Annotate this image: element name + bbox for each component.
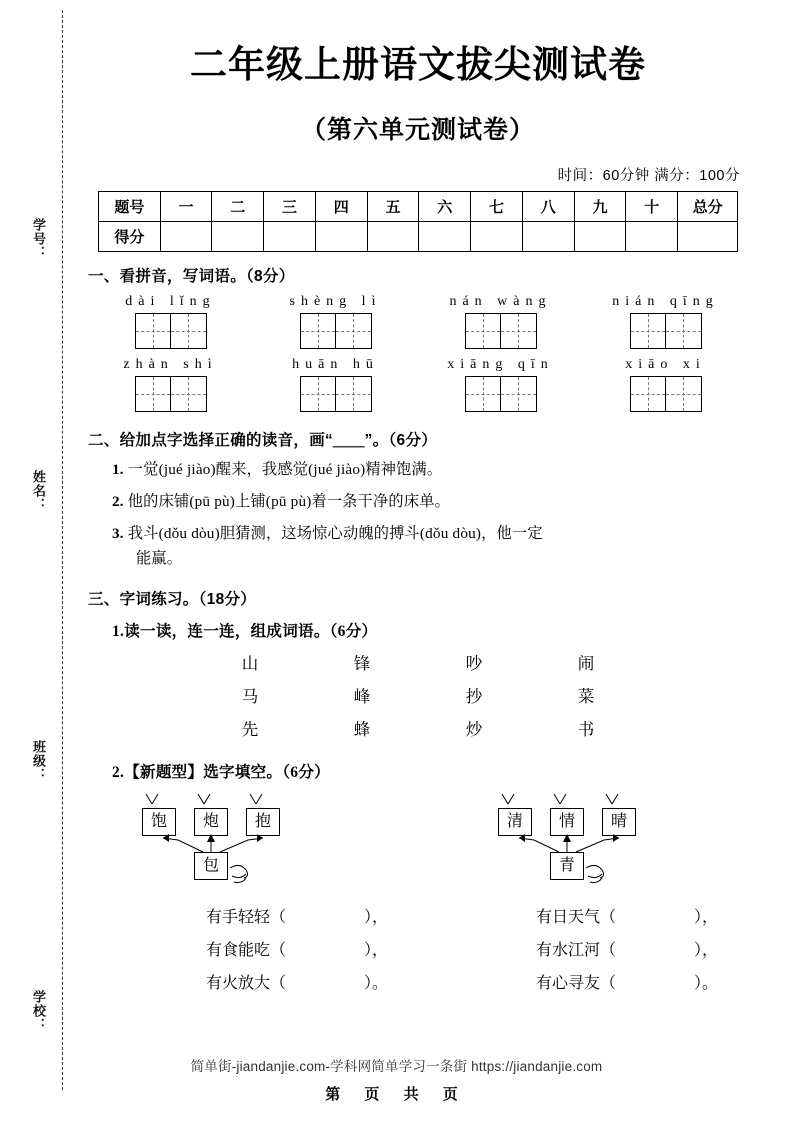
pinyin-group-3 (418, 294, 583, 349)
fill-answer-suffix: ）。 (694, 974, 719, 992)
score-blank-3[interactable] (264, 222, 316, 252)
fill-answer-suffix: ）， (694, 909, 719, 927)
tianzige-cell[interactable] (465, 313, 501, 349)
tianzige-1[interactable] (88, 313, 253, 349)
fill-answer-row[interactable] (206, 968, 418, 1001)
char-diagram-wrap (88, 790, 748, 898)
match-item[interactable]: 抄 (465, 687, 483, 707)
tianzige-cell[interactable] (666, 313, 702, 349)
pinyin-text-3: nán wàng (449, 294, 552, 309)
duyin-item-1-text: 一觉(jué jiào)醒来，我感觉(jué jiào)精神饱满。 (127, 461, 443, 478)
tianzige-cell[interactable] (336, 313, 372, 349)
duyin-item-1[interactable] (112, 457, 748, 482)
pinyin-text-4: nián qīng (612, 294, 719, 309)
score-col-10: 十 (626, 192, 678, 222)
score-blank-2[interactable] (212, 222, 264, 252)
score-blank-total[interactable] (678, 222, 738, 252)
side-label-xuexiao: 学校： (31, 990, 46, 1032)
fill-answer-row[interactable] (206, 935, 418, 968)
char-base: 包 (194, 852, 228, 880)
score-blank-7[interactable] (471, 222, 523, 252)
duyin-item-2-number: 2. (112, 493, 124, 511)
tianzige-cell[interactable] (300, 376, 336, 412)
fill-answer-row[interactable] (206, 902, 418, 935)
score-col-5: 五 (367, 192, 419, 222)
tianzige-cell[interactable] (666, 376, 702, 412)
pinyin-group-6 (253, 357, 418, 412)
duyin-item-1-number: 1. (112, 461, 124, 478)
pinyin-text-7: xiāng qīn (447, 357, 554, 372)
pinyin-row-1 (88, 294, 748, 349)
tianzige-cell[interactable] (135, 376, 171, 412)
tianzige-6[interactable] (253, 376, 418, 412)
score-col-1: 一 (160, 192, 212, 222)
pinyin-text-8: xiāo xi (625, 357, 706, 372)
fill-answer-prefix: 有心寻友（ (536, 974, 617, 992)
score-table-value-row (99, 222, 738, 252)
duyin-item-3-number: 3. (112, 525, 124, 543)
tianzige-8[interactable] (583, 376, 748, 412)
pinyin-text-6: huān hū (292, 357, 379, 372)
char-diagram-left (108, 790, 398, 898)
cut-dashed-line (62, 10, 63, 1090)
fill-answer-prefix: 有火放大（ (206, 974, 287, 992)
tianzige-2[interactable] (253, 313, 418, 349)
side-label-banji: 班级： (31, 740, 46, 782)
pinyin-text-1: dài lǐng (125, 294, 216, 309)
fill-answer-prefix: 有手轻轻（ (206, 909, 287, 927)
fill-answer-row[interactable] (536, 902, 748, 935)
char-top-3: 抱 (246, 808, 280, 836)
score-col-9: 九 (574, 192, 626, 222)
match-columns[interactable] (88, 647, 748, 746)
tianzige-cell[interactable] (465, 376, 501, 412)
match-item[interactable]: 吵 (465, 654, 483, 674)
char-top-1: 清 (498, 808, 532, 836)
score-table-row-label-1: 题号 (99, 192, 161, 222)
exercise2-heading: 2.【新题型】选字填空。（6分） (112, 764, 330, 782)
match-col-1 (194, 647, 306, 746)
duyin-item-3-text: 我斗(dǒu dòu)胆猜测，这场惊心动魄的搏斗(dǒu dòu)，他一定 (127, 525, 543, 543)
tianzige-cell[interactable] (135, 313, 171, 349)
pinyin-group-7 (418, 357, 583, 412)
duyin-item-3[interactable] (112, 521, 748, 546)
score-blank-10[interactable] (626, 222, 678, 252)
pinyin-row-2 (88, 357, 748, 412)
duyin-item-2-text: 他的床铺(pū pù)上铺(pū pù)着一条干净的床单。 (127, 493, 450, 511)
tianzige-cell[interactable] (171, 313, 207, 349)
fill-answer-prefix: 有食能吃（ (206, 942, 287, 960)
char-arrows-left (108, 790, 398, 898)
page-subtitle: （第六单元测试卷） (300, 116, 535, 144)
tianzige-cell[interactable] (501, 313, 537, 349)
tianzige-cell[interactable] (171, 376, 207, 412)
char-top-1: 饱 (142, 808, 176, 836)
pinyin-group-4 (583, 294, 748, 349)
score-table-header-row (99, 192, 738, 222)
section-heading-1: 一、看拼音，写词语。（8分） (88, 268, 295, 285)
score-col-6: 六 (419, 192, 471, 222)
fill-answers-left (88, 902, 418, 1000)
side-label-xingming: 姓名： (31, 470, 46, 512)
char-top-3: 晴 (602, 808, 636, 836)
score-col-7: 七 (471, 192, 523, 222)
footer-source: 简单街-jiandanjie.com-学科网简单学习一条街 https://jiandanjie.com (190, 1059, 603, 1074)
match-col-4 (530, 647, 642, 746)
match-item[interactable]: 菜 (577, 687, 595, 707)
tianzige-cell[interactable] (300, 313, 336, 349)
fill-answer-row[interactable] (536, 968, 748, 1001)
pinyin-group-1 (88, 294, 253, 349)
pinyin-text-2: shèng lì (289, 294, 382, 309)
match-item[interactable]: 山 (241, 654, 259, 674)
section-heading-2: 二、给加点字选择正确的读音，画“＿＿”。（6分） (88, 432, 438, 449)
page-title: 二年级上册语文拔尖测试卷 (190, 44, 646, 85)
match-item[interactable]: 蜂 (353, 720, 371, 740)
score-col-8: 八 (522, 192, 574, 222)
pinyin-group-8 (583, 357, 748, 412)
tianzige-4[interactable] (583, 313, 748, 349)
duyin-item-2[interactable] (112, 489, 748, 514)
score-col-3: 三 (264, 192, 316, 222)
match-item[interactable]: 锋 (353, 654, 371, 674)
fill-answer-suffix: ）， (694, 942, 719, 960)
match-item[interactable]: 峰 (353, 687, 371, 707)
fill-answer-suffix: ）。 (364, 974, 389, 992)
page-footer (0, 1055, 793, 1104)
score-table (98, 191, 738, 252)
score-col-total: 总分 (678, 192, 738, 222)
match-item[interactable]: 书 (577, 720, 595, 740)
char-base: 青 (550, 852, 584, 880)
match-item[interactable]: 马 (241, 687, 259, 707)
section-heading-3: 三、字词练习。（18分） (88, 591, 257, 609)
pinyin-group-5 (88, 357, 253, 412)
char-top-2: 情 (550, 808, 584, 836)
tianzige-3[interactable] (418, 313, 583, 349)
duyin-item-3-continued: 能赢。 (136, 550, 183, 568)
match-col-2 (306, 647, 418, 746)
score-blank-4[interactable] (315, 222, 367, 252)
match-item[interactable]: 炒 (465, 720, 483, 740)
char-arrows-right (438, 790, 728, 898)
tianzige-7[interactable] (418, 376, 583, 412)
tianzige-cell[interactable] (336, 376, 372, 412)
char-diagram-right (438, 790, 728, 898)
fill-answer-suffix: ）， (364, 942, 389, 960)
pinyin-text-5: zhàn shì (123, 357, 218, 372)
char-top-2: 炮 (194, 808, 228, 836)
pinyin-group-2 (253, 294, 418, 349)
tianzige-cell[interactable] (630, 313, 666, 349)
fill-answer-row[interactable] (536, 935, 748, 968)
score-blank-9[interactable] (574, 222, 626, 252)
score-table-row-label-2: 得分 (99, 222, 161, 252)
exercise1-heading: 1.读一读，连一连，组成词语。（6分） (112, 623, 378, 641)
score-col-2: 二 (212, 192, 264, 222)
tianzige-5[interactable] (88, 376, 253, 412)
score-col-4: 四 (315, 192, 367, 222)
footer-page-number: 第 页 共 页 (325, 1086, 468, 1103)
page-content (88, 0, 748, 1001)
fill-answer-prefix: 有水江河（ (536, 942, 617, 960)
match-col-3 (418, 647, 530, 746)
score-blank-1[interactable] (160, 222, 212, 252)
fill-answer-prefix: 有日天气（ (536, 909, 617, 927)
score-blank-5[interactable] (367, 222, 419, 252)
tianzige-cell[interactable] (630, 376, 666, 412)
score-blank-6[interactable] (419, 222, 471, 252)
fill-answers (88, 902, 748, 1000)
side-label-xuehao: 学号： (31, 218, 46, 260)
match-item[interactable]: 闹 (577, 654, 595, 674)
match-item[interactable]: 先 (241, 720, 259, 740)
tianzige-cell[interactable] (501, 376, 537, 412)
exam-meta: 时间：60分钟 满分：100分 (557, 168, 740, 184)
fill-answers-right (418, 902, 748, 1000)
fill-answer-suffix: ）， (364, 909, 389, 927)
score-blank-8[interactable] (522, 222, 574, 252)
